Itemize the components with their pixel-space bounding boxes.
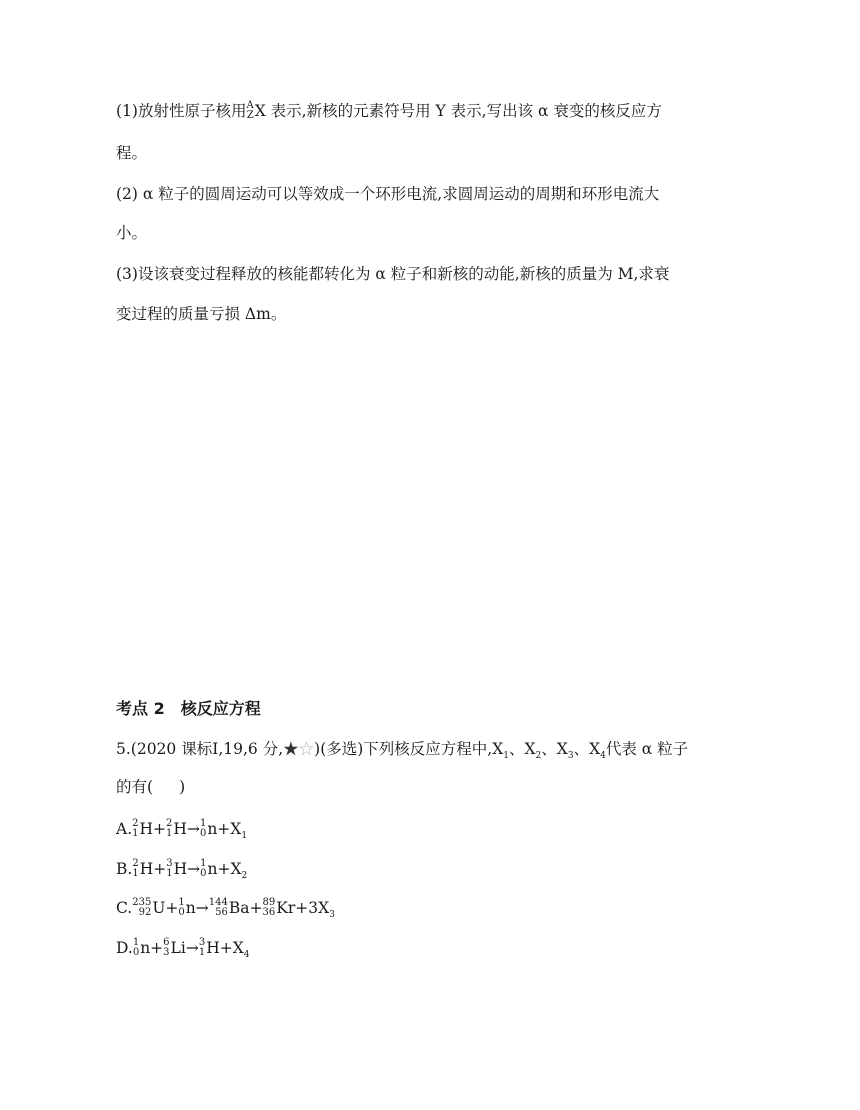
option-label: B. — [116, 860, 133, 878]
isotope-notation — [132, 859, 138, 879]
difficulty-star-empty-icon: ☆ — [298, 740, 315, 758]
isotope-notation — [133, 938, 139, 958]
x-subscript: 4 — [243, 950, 250, 961]
operator: + — [153, 820, 167, 838]
separator: 、X — [509, 740, 536, 758]
option-label: D. — [116, 939, 133, 957]
atomic-number: 36 — [262, 907, 276, 918]
mass-number: 3 — [198, 937, 206, 948]
atomic-number: 1 — [132, 868, 139, 879]
q5-blank-close: ) — [179, 778, 186, 796]
x-subscript: 3 — [567, 751, 574, 762]
element-symbol: H — [206, 939, 220, 957]
question-3-line-1: (3)设该衰变过程释放的核能都转化为 α 粒子和新核的动能,新核的质量为 M,求衰 — [116, 265, 670, 283]
question-3-line-2: 变过程的质量亏损 Δm。 — [116, 305, 287, 323]
atomic-number: 1 — [166, 828, 173, 839]
x-subscript: 1 — [503, 751, 509, 762]
question-1-line-2: 程。 — [116, 144, 148, 162]
operator: + — [150, 939, 164, 957]
option-label: C. — [116, 899, 133, 917]
question-1-line-1 — [116, 101, 662, 122]
isotope-notation — [166, 819, 172, 839]
operator: +X — [217, 820, 242, 838]
question-5-line-1 — [116, 739, 689, 762]
mass-number: 89 — [262, 897, 276, 908]
q5-source: 5.(2020 课标Ⅰ,19,6 分, — [116, 740, 284, 758]
element-symbol: H — [139, 860, 154, 878]
option-b[interactable] — [116, 859, 247, 880]
section-heading: 考点 2 核反应方程 — [116, 699, 261, 718]
isotope-notation — [200, 819, 206, 839]
mass-number: 235 — [132, 897, 152, 908]
atomic-number: 92 — [138, 907, 152, 918]
separator: 、X — [541, 740, 568, 758]
atomic-number: 1 — [132, 828, 139, 839]
isotope-notation — [246, 101, 253, 121]
element-symbol: Kr — [276, 899, 296, 917]
element-symbol: Li — [170, 939, 186, 957]
element-symbol: H — [173, 860, 188, 878]
mass-number: 2 — [132, 818, 139, 829]
operator: +X — [219, 939, 244, 957]
atomic-number: Z — [246, 110, 254, 121]
isotope-notation — [163, 938, 169, 958]
isotope-notation — [263, 898, 276, 918]
option-d[interactable] — [116, 938, 249, 959]
option-c[interactable] — [116, 898, 335, 919]
mass-number: 6 — [163, 937, 170, 948]
element-symbol: H — [173, 820, 187, 838]
x-subscript: 1 — [241, 831, 248, 842]
mass-number: 1 — [199, 818, 207, 829]
q1-text-post: X 表示,新核的元素符号用 Y 表示,写出该 α 衰变的核反应方 — [254, 102, 662, 120]
x-subscript: 4 — [600, 751, 606, 762]
mass-number: 144 — [208, 897, 228, 908]
element-symbol: H — [139, 820, 154, 838]
element-symbol: n — [207, 860, 218, 878]
isotope-notation — [199, 938, 205, 958]
option-label: A. — [116, 820, 133, 838]
mass-number: 3 — [166, 858, 173, 869]
mass-number: 1 — [178, 897, 185, 908]
atomic-number: 0 — [199, 828, 207, 839]
mass-number: 1 — [132, 937, 140, 948]
isotope-notation — [132, 819, 138, 839]
q5-blank-open: 的有( — [116, 778, 154, 796]
reaction-arrow-icon: → — [186, 820, 200, 838]
q5-stem-end: 代表 α 粒子 — [605, 740, 689, 758]
atomic-number: 3 — [163, 947, 170, 958]
atomic-number: 0 — [200, 868, 207, 879]
x-subscript: 2 — [535, 751, 542, 762]
element-symbol: Ba — [228, 899, 250, 917]
isotope-notation — [132, 898, 151, 918]
mass-number: A — [246, 100, 254, 111]
operator: + — [249, 899, 263, 917]
mass-number: 2 — [166, 818, 173, 829]
element-symbol: n — [185, 899, 196, 917]
reaction-arrow-icon: → — [185, 939, 199, 957]
mass-number: 1 — [200, 858, 207, 869]
separator: 、X — [573, 740, 601, 758]
atomic-number: 0 — [178, 907, 185, 918]
x-subscript: 2 — [241, 871, 248, 882]
element-symbol: n — [207, 820, 218, 838]
option-a[interactable] — [116, 819, 247, 840]
atomic-number: 1 — [198, 947, 206, 958]
question-5-line-2 — [116, 777, 185, 797]
operator: + — [153, 860, 167, 878]
mass-number: 2 — [132, 858, 139, 869]
question-2-line-1: (2) α 粒子的圆周运动可以等效成一个环形电流,求圆周运动的周期和环形电流大 — [116, 185, 660, 203]
q1-text-pre: (1)放射性原子核用 — [116, 102, 247, 120]
element-symbol: n — [140, 939, 151, 957]
difficulty-star-icon: ★ — [283, 740, 299, 758]
operator: +X — [217, 860, 242, 878]
x-subscript: 3 — [329, 910, 335, 921]
operator: + — [165, 899, 179, 917]
isotope-notation — [209, 898, 228, 918]
atomic-number: 0 — [132, 947, 140, 958]
isotope-notation — [166, 859, 172, 879]
reaction-arrow-icon: → — [195, 899, 209, 917]
element-symbol: U — [152, 899, 166, 917]
isotope-notation — [200, 859, 206, 879]
operator: +3X — [295, 899, 330, 917]
reaction-arrow-icon: → — [187, 860, 201, 878]
isotope-notation — [178, 898, 184, 918]
atomic-number: 56 — [215, 907, 228, 918]
atomic-number: 1 — [166, 868, 173, 879]
question-2-line-2: 小。 — [116, 224, 148, 242]
q5-stem: )(多选)下列核反应方程中,X — [314, 740, 504, 758]
